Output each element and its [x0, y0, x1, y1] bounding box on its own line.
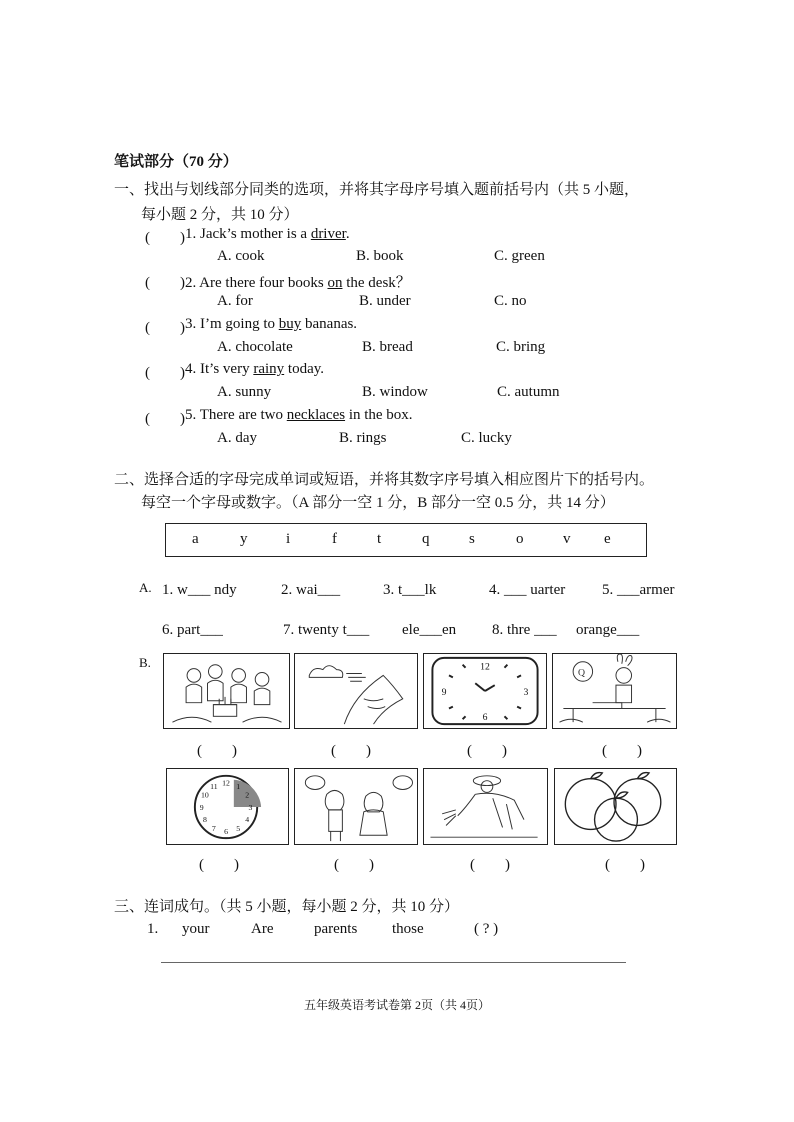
option-a: A. sunny [217, 384, 272, 400]
section3-title: 三、连词成句。（共 5 小题，每小题 2 分，共 10 分） [114, 899, 460, 915]
option-b: B. book [356, 248, 404, 264]
answer-bracket[interactable]: ( ) [145, 411, 185, 427]
fill-item: 8. thre ___ [492, 622, 557, 638]
part-b-label: B. [139, 655, 151, 670]
clock-number: 12 [222, 778, 230, 788]
underlined-word: driver [310, 226, 346, 242]
fill-item: 4. ___ uarter [489, 582, 566, 598]
letter-option: i [286, 531, 291, 547]
answer-bracket[interactable]: ( ) [145, 275, 185, 291]
letter-option: s [469, 531, 475, 547]
fill-item: 5. ___armer [602, 582, 675, 598]
fill-item: 3. t___lk [383, 582, 437, 598]
question-sentence [185, 407, 413, 424]
word: parents [314, 921, 358, 937]
clock-number: 5 [236, 824, 241, 834]
answer-bracket[interactable]: ( ) [467, 743, 507, 759]
fill-item: 1. w___ ndy [162, 582, 237, 598]
option-c: C. green [494, 248, 545, 264]
option-b: B. under [359, 293, 411, 309]
clock-number: 12 [480, 661, 490, 673]
q-number: 1. [147, 921, 159, 937]
letter-option: o [516, 531, 524, 547]
clock-number: 10 [201, 790, 209, 800]
fill-item: ele___en [402, 622, 457, 638]
answer-bracket[interactable]: ( ) [199, 857, 239, 873]
answer-bracket[interactable]: ( ) [197, 743, 237, 759]
sentence-text: in the box. [345, 407, 413, 423]
option-b: B. bread [362, 339, 413, 355]
underlined-word: rainy [253, 361, 285, 377]
clock-number: 4 [245, 815, 250, 825]
letter-option: q [422, 531, 430, 547]
fill-item: 7. twenty t___ [283, 622, 370, 638]
page-heading: 笔试部分（70 分） [114, 154, 238, 170]
option-a: A. for [217, 293, 253, 309]
section2-title: 二、选择合适的字母完成单词或短语，并将其数字序号填入相应图片下的括号内。 [114, 472, 655, 488]
fill-item: orange___ [576, 622, 640, 638]
logo-text: Q [577, 667, 586, 679]
question-sentence [185, 316, 357, 333]
clock-number: 6 [482, 712, 488, 724]
sentence-text: 3. I’m going to [185, 316, 279, 332]
word: those [392, 921, 424, 937]
clock-number: 3 [523, 686, 529, 698]
clock-picture-icon [423, 653, 547, 729]
underlined-word: on [327, 275, 343, 291]
question-sentence [185, 271, 411, 292]
answer-bracket[interactable]: ( ) [145, 320, 185, 336]
sentence-text: 4. It’s very [185, 361, 254, 377]
clock-number: 8 [202, 815, 207, 825]
sentence-text: bananas. [301, 316, 358, 332]
option-a: A. day [217, 430, 257, 446]
underlined-word: buy [278, 316, 302, 332]
answer-bracket[interactable]: ( ) [605, 857, 645, 873]
answer-bracket[interactable]: ( ) [334, 857, 374, 873]
letter-option: t [377, 531, 382, 547]
option-a: A. chocolate [217, 339, 293, 355]
clock-number: 6 [224, 827, 228, 837]
option-c: C. lucky [461, 430, 512, 446]
word: ( ? ) [474, 921, 499, 937]
letter-option: a [192, 531, 199, 547]
answer-bracket[interactable]: ( ) [470, 857, 510, 873]
answer-line[interactable] [161, 962, 626, 963]
option-b: B. window [362, 384, 428, 400]
letter-box [165, 523, 647, 557]
clock-number: 1 [236, 781, 241, 791]
talk-picture-icon [294, 768, 418, 845]
answer-bracket[interactable]: ( ) [145, 230, 185, 246]
clock-number: 9 [199, 802, 204, 812]
sentence-text: the desk？ [342, 275, 411, 291]
option-c: C. bring [496, 339, 546, 355]
sentence-text: today. [284, 361, 325, 377]
party-picture-icon [163, 653, 290, 729]
fill-item: 2. wai___ [281, 582, 341, 598]
clock-number: 9 [441, 686, 447, 698]
option-c: C. autumn [497, 384, 560, 400]
option-c: C. no [494, 293, 527, 309]
page-footer: 五年级英语考试卷第 2页（共 4页） [304, 998, 491, 1012]
letter-option: v [563, 531, 571, 547]
sentence-text: . [345, 226, 350, 242]
part-a-label: A. [139, 580, 152, 595]
clock-number: 2 [245, 790, 250, 800]
windy-picture-icon [294, 653, 418, 729]
underlined-word: necklaces [286, 407, 346, 423]
word: Are [251, 921, 274, 937]
option-a: A. cook [217, 248, 265, 264]
sentence-text: 5. There are two [185, 407, 287, 423]
oranges-picture-icon [554, 768, 677, 845]
letter-option: e [604, 531, 611, 547]
section2-title-cont: 每空一个字母或数字。（A 部分一空 1 分，B 部分一空 0.5 分，共 14 分） [141, 495, 615, 511]
question-sentence [185, 226, 350, 243]
section1-title-cont: 每小题 2 分，共 10 分） [141, 207, 299, 223]
word: your [182, 921, 210, 937]
answer-bracket[interactable]: ( ) [602, 743, 642, 759]
rabbit-waiter-picture-icon [552, 653, 677, 729]
clock-number: 11 [210, 781, 218, 791]
sentence-text: 1. Jack’s mother is a [185, 226, 311, 242]
sentence-text: 2. Are there four books [185, 275, 328, 291]
section1-title: 一、找出与划线部分同类的选项，并将其字母序号填入题前括号内（共 5 小题， [114, 182, 640, 198]
fill-item: 6. part___ [162, 622, 223, 638]
quarter-clock-picture-icon [166, 768, 289, 845]
answer-bracket[interactable]: ( ) [145, 365, 185, 381]
answer-bracket[interactable]: ( ) [331, 743, 371, 759]
clock-number: 7 [211, 824, 216, 834]
clock-number: 3 [248, 802, 253, 812]
letter-option: y [240, 531, 248, 547]
farmer-picture-icon [423, 768, 548, 845]
letter-option: f [332, 531, 337, 547]
question-sentence [185, 361, 324, 378]
option-b: B. rings [339, 430, 387, 446]
